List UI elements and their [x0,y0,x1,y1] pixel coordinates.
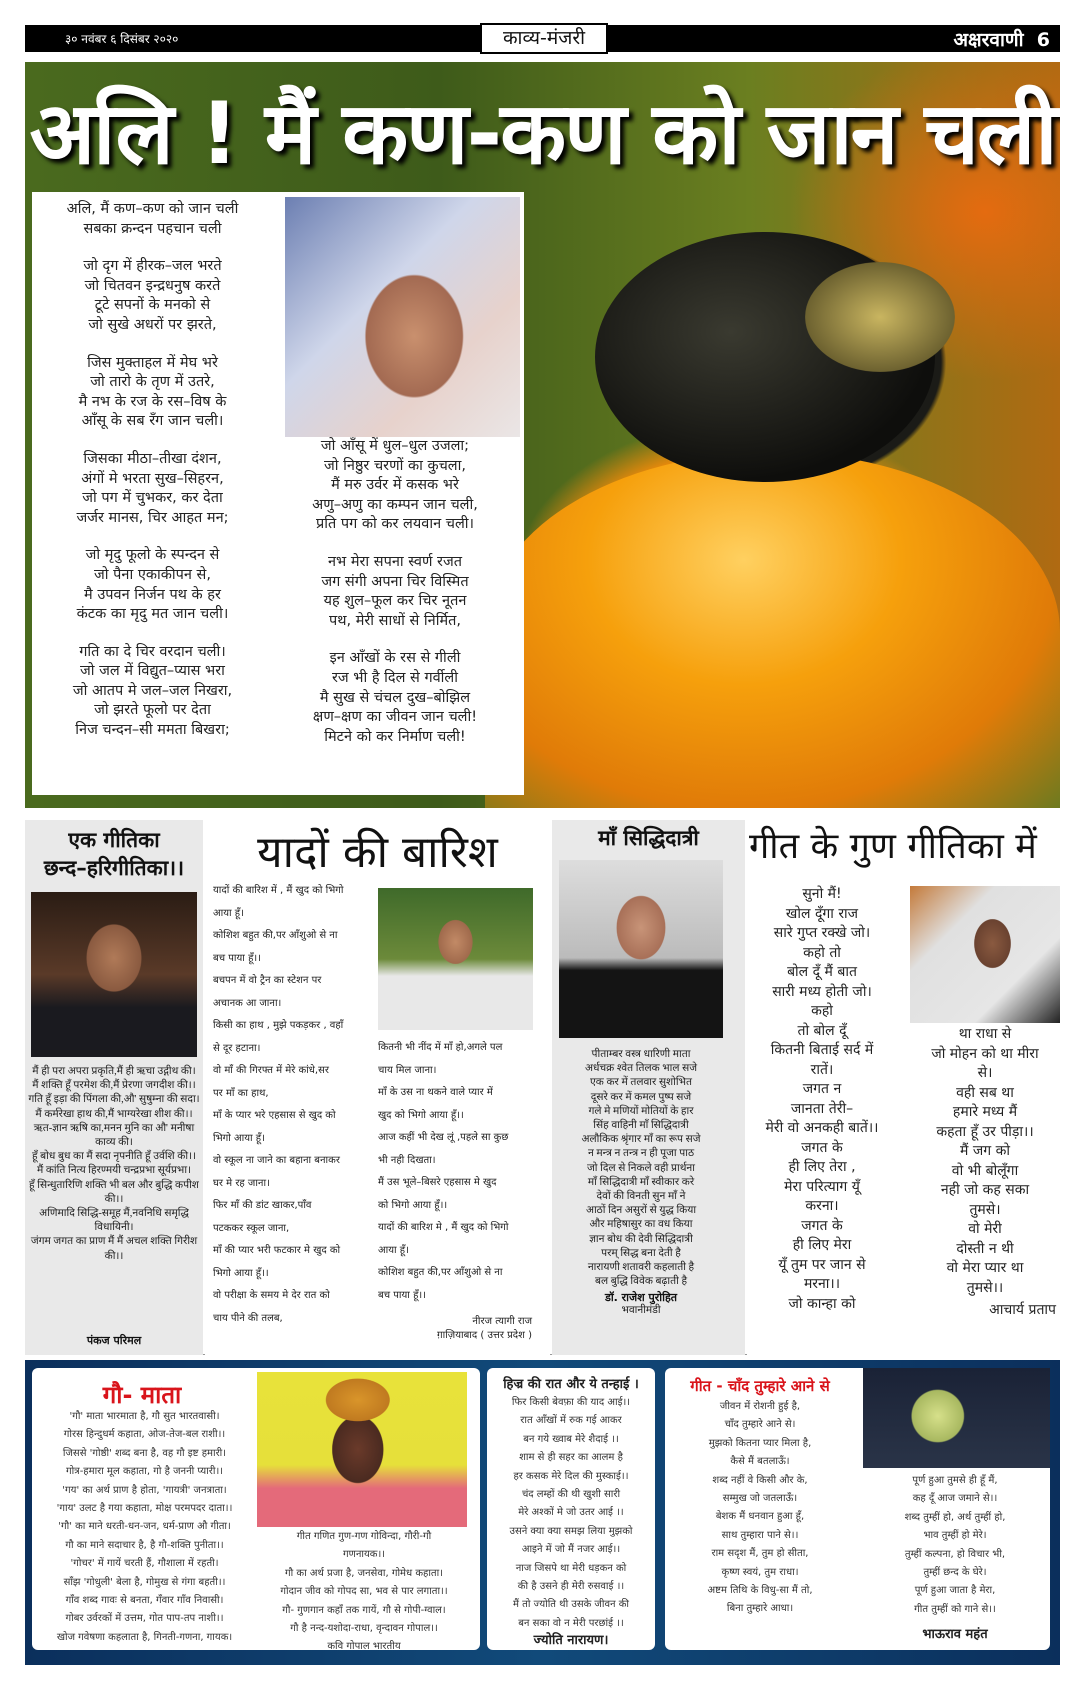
gitika-title: एक गीतिका [68,828,160,852]
poem-line: 'गौ' का माने धरती-धन-जन, धर्म-प्राण औ गीता। [58,1521,231,1533]
poet-photo [559,860,723,1038]
moon-image [863,1368,1050,1468]
poem-line: पूर्ण हुआ जाता है मेरा, [914,1585,996,1597]
poem-line: गीत गणित गुण-गण गोविन्दा, गौरी-गौ [296,1531,432,1542]
poem-line: जो पग में चुभकर, कर देता [82,490,223,507]
poem-line: ज्ञान बोध की देवी सिद्धिदात्री [589,1233,693,1245]
poem-line: पर माँ का हाथ, [213,1087,269,1099]
poem-line: ही लिए मेरा [792,1237,852,1253]
poem-line: जगत के [801,1139,843,1156]
poem-line: जगत के [801,1217,843,1234]
poem-line: चाँद तुम्हारे आने से। [724,1419,796,1431]
poem-line: मिटने को कर निर्माण चली! [324,728,466,745]
poem-line: कहो तो [803,944,841,961]
poem-line: वो मेरी [968,1221,1002,1237]
poem-line: जो जल में विद्युत–प्यास भरा [80,663,225,680]
poem-line: अणिमादि सिद्धि-समूह मैं,नवनिधि समृद्धि विधायिनी। [39,1208,189,1234]
poem-line: गौ का माने सदाचार है, है गौ-शक्ति पुनीता।। [65,1539,224,1551]
poem-line: मैं तो ज्योति थी उसके जीवन की [512,1599,630,1611]
poem-box [32,192,524,795]
poem-line: गति हूँ इड़ा की पिंगला की,औ' सुषुम्ना की सदा। [28,1094,200,1106]
poem-line: मैं उस भूले–बिसरे एहसास मे खुद [378,1177,497,1188]
poem-line: यूँ तुम पर जान से [778,1256,866,1273]
hijr-poem [487,1394,655,1633]
poem-line: जिस मुक्ताहल में मेघ भरे [87,354,218,371]
poem-line: पथ, मेरी साधों से निर्मित, [328,612,462,629]
poem-line: गौ है नन्द-यशोदा-राधा, वृन्दावन गोपाल।। [290,1623,438,1635]
poem-line: बल बुद्धि विवेक बढ़ाती है [594,1276,688,1288]
poem-line: जो आँसू में धुल–धुल उजला; [320,438,470,454]
poem-line: सम्मुख जो जतलाऊँ। [722,1493,798,1505]
hijr-author: ज्योति नारायण। [533,1633,609,1648]
poem-line: मैं मरु उर्वर में कसक भरे [331,477,459,494]
poem-right-column [270,437,520,765]
poem-line: पीताम्बर वस्त्र धारिणी माता [591,1049,691,1060]
poem-line: बचपन में वो ट्रैन का स्टेशन पर [213,975,322,986]
chaand-right [860,1472,1050,1619]
poet-photo [378,888,533,1030]
hijr-title: हिज्र की रात और ये तन्हाई । [503,1377,639,1392]
poem-line: न मन्त्र न तन्त्र न ही पूजा पाठ [587,1148,695,1160]
poem-line: जिसका मीठा–तीखा दंशन, [83,450,222,467]
poem-line: हूँ सिन्धुतारिणि शक्ति भी बल और बुद्धि कपीश की।। [29,1179,199,1205]
stanza [40,354,265,432]
poem-line: चंद लम्हों की थी खुशी सारी [521,1489,621,1501]
hero-article [25,62,1060,808]
poet-photo [285,197,520,437]
yaadein-column [205,820,550,1355]
poem-line: चाय पीने की तलब, [213,1312,283,1324]
poem-line: गोदान जीव को गोपद सा, भव से पार लगाता।। [280,1586,448,1598]
poem-line: नारायणी शतावरी कहलाती है [587,1262,695,1274]
poem-line: बन गये ख्वाब मेरे शैदाई ।। [523,1433,619,1445]
poem-line: पूर्ण हुआ तुमसे ही हूँ मैं, [912,1475,998,1486]
poem-line: निज चन्दन–सी ममता बिखरा; [75,722,230,739]
poem-line: जगत न [802,1081,842,1097]
poem-line: फिर किसी बेवफ़ा की याद आई।। [511,1397,631,1408]
gau-mata-left [37,1408,252,1647]
poem-line: की है उसने ही मेरी रुसवाई ।। [517,1581,625,1593]
poem-line: बच पाया हूँ।। [213,952,261,964]
poem-line: मेरे अश्कों मे जो उतर आई ।। [518,1507,624,1519]
poem-line: रज भी है दिल से गर्वीली [331,669,459,686]
poem-line: जो मोहन को था मीरा [931,1045,1039,1062]
poem-line: माँ के उस ना थकने वाले प्यार में [378,1087,493,1098]
poem-line: साँझ 'गोधुली' बेला है, गोमुख से गंगा बहती।। [63,1576,226,1588]
stanza [40,450,265,528]
poem-line: से दूर हटाना। [213,1042,261,1054]
author-name: नीरज त्यागी राज [472,1316,532,1327]
poem-line: सबका क्रन्दन पहचान चली [83,220,222,237]
poem-line: देवों की विनती सुन माँ ने [596,1191,686,1203]
poem-line: वो स्कूल ना जाने का बहाना बनाकर [213,1155,340,1166]
poem-line: कोशिश बहुत की,पर आँशुओ से ना [378,1267,503,1278]
poem-line: गोत्र-हमारा मूल कहाता, गो है जननी प्यारी।। [65,1466,224,1478]
poem-line: घर मे रह जाना। [213,1177,270,1189]
gau-mata-right [254,1528,474,1638]
poem-line: बिना तुम्हारे आधा। [726,1603,794,1615]
poem-line: माँ सिद्धिदात्री माँ स्वीकार करे [587,1176,695,1188]
poem-line: जानता तेरी– [790,1100,854,1117]
poem-line: राम सदृश मैं, तुम हो सीता, [711,1548,809,1560]
poem-line: गोरस हिन्दुधर्म कहाता, ओज-तेज-बल राशी।। [63,1429,226,1441]
poem-line: पटककर स्कूल जाना, [213,1222,290,1234]
brand-and-page [953,26,1050,52]
poem-line: कैसे मैं बतलाऊँ। [730,1456,790,1468]
poem-line: जंगम जगत का प्राण मैं मैं अचल शक्ति गिरीश की।। [30,1236,198,1262]
poem-line: बोल दूँ मैं बात [787,964,857,980]
poem-line: और महिषासुर का वध किया [589,1219,693,1231]
poem-line: तुम्हीं कल्पना, हो विचार भी, [904,1548,1006,1560]
poem-line: वो परीक्षा के समय मे देर रात को [213,1290,330,1301]
poem-line: भिगो आया हूँ। [213,1132,265,1144]
poem-line: रातें। [810,1061,834,1078]
poem-line: तुमसे।। [966,1279,1004,1296]
poem-line: खोज गवेषणा कहलाता है, गिनती-गणना, गायक। [56,1631,233,1643]
poem-line: तुमसे। [969,1201,1001,1218]
geet-gun-left [747,885,897,1314]
poem-line: हमारे मध्य मैं [952,1104,1018,1120]
poet-photo [910,886,1060,1023]
poem-line: माँ के प्यार भरे एहसास से खुद को [213,1110,336,1121]
poem-line: शब्द नहीं वे किसी और के, [712,1474,808,1486]
gitika-subtitle: छन्द–हरिगीतिका।। [43,856,185,880]
poem-line: कृष्ण स्वयं, तुम राधा। [721,1566,799,1578]
poem-line: जो आतप मे जल–जल निखरा, [72,682,233,699]
poem-line: खुद को भिगो आया हूँ।। [378,1109,464,1121]
poem-line: गणनायक।। [342,1549,386,1561]
poem-line: मै उपवन निर्जन पथ के हर [84,586,221,603]
poem-line: नाज जिसपे था मेरी धड़कन को [515,1562,627,1574]
poem-line: हूँ बोध बुध का मैं सदा नृपनीति हूँ उर्वशि की।। [31,1151,197,1163]
chaand-panel [665,1368,1050,1650]
poem-line: गौ- गुणगान कहाँ तक गायें, गौ से गोपी-ग्वाल। [282,1604,446,1616]
poem-line: तुम्हीं छन्द के घेरे। [923,1567,987,1579]
yaadein-left [213,880,344,1330]
poem-line: वो माँ की गिरफ्त में मेरे कांधे,सर [213,1065,329,1076]
brand-name: अक्षरवाणी [953,29,1024,51]
geet-gun-title: गीत के गुण गीतिका में [749,826,1037,867]
poem-line: प्रति पग को कर लयवान चली। [315,516,475,533]
gitika-column [25,820,203,1355]
stanza [270,649,520,747]
poem-line: आज कहीं भी देख लूं ,पहले सा कुछ [378,1132,509,1143]
poem-line: अणु–अणु का कम्पन जान चली, [312,496,478,513]
stanza [40,200,265,239]
poem-line: मेरा परित्याग यूँ [784,1178,860,1195]
poem-line: को भिगो आया हूँ।। [378,1199,448,1211]
yaadein-right [378,1037,509,1307]
poem-line: जो दिल से निकले वही प्रार्थना [587,1162,695,1174]
hijr-panel [487,1368,655,1650]
section-name: काव्य-मंजरी [480,23,608,54]
poem-line: इन आँखों के रस से गीली [329,650,461,667]
poem-line: 'गौ' माता भारमाता है, गौ सुत भारतवासी। [69,1411,220,1422]
geet-gun-right [910,1025,1060,1298]
poem-line: आठों दिन असुरों से युद्ध किया [585,1205,697,1217]
poem-line: मैं जग को [960,1143,1010,1159]
poem-line: आया हूँ। [378,1244,409,1256]
poem-line: गौ का अर्थ प्रजा है, जनसेवा, गोमेध कहाता। [284,1567,444,1579]
poem-line: मुझको कितना प्यार मिला है, [708,1437,812,1449]
gau-mata-title: गौ- माता [102,1381,182,1409]
issue-date: ३० नवंबर ६ दिसंबर २०२० [65,32,179,46]
poem-line: करना। [805,1198,839,1214]
stanza [270,553,520,631]
poem-line: तो बोल दूँ [797,1022,847,1039]
poem-line: ऋत-ज्ञान ऋषि का,मनन मुनि का औ' मनीषा काव्य की। [33,1122,195,1149]
poem-line: यह शुल–फूल कर चिर नूतन [323,593,467,610]
poem-line: जिससे 'गोष्ठी' शब्द बना है, वह गौ इष्ट हमारी। [62,1447,227,1459]
siddhidatri-author: डॉ. राजेश पुरोहित [604,1291,678,1304]
geet-gun-column [747,820,1060,1355]
poem-line: जो कान्हा को [788,1295,856,1312]
poem-line: सारे गुप्त रक्खे जो। [773,925,871,941]
poem-line: गाँव शब्द गावः से बनता, गँवार गाँव निवासी। [65,1595,224,1607]
poem-line: वो भी बोलूँगा [951,1162,1019,1179]
poem-line: गीत तुम्हीं को गाने से।। [914,1603,996,1615]
poem-line: भी नही दिखता। [378,1154,436,1166]
poem-line: कंटक का मृदु मत जान चली। [76,606,229,623]
poem-line: यादों की बारिश में , मैं खुद को भिगो [213,885,344,896]
poem-line: मैं ही परा अपरा प्रकृति,मैं ही ऋचा उद्गीथ की। [32,1066,196,1077]
poem-line: अष्टम तिथि के विधु-सा मैं तो, [707,1585,813,1597]
poem-line: 'गाय' उलट है गया कहाता, मोक्ष परमपदर दाता।। [56,1503,233,1515]
poem-line: जग संगी अपना चिर विस्मित [321,573,469,590]
poem-line: कहो [811,1003,833,1019]
poem-line: कितनी बिताई सर्द में [770,1042,874,1058]
poem-line: जो चितवन इन्द्रधनुष करते [84,277,221,294]
stanza [40,643,265,741]
poem-line: दोस्ती न थी [956,1240,1014,1257]
page-number: 6 [1036,29,1050,51]
gau-mata-author: कवि गोपाल भारतीय [327,1641,401,1652]
poem-line: शब्द तुम्हीं हो, अर्थ तुम्हीं हो, [904,1511,1006,1523]
poem-line: जो निष्ठुर चरणों का कुचला, [323,457,467,474]
bottom-section [25,1360,1060,1665]
chaand-left [665,1398,855,1619]
marigold-flower-image [485,452,1060,808]
poem-line: मैं कांति नित्य हिरण्मयी चन्द्रप्रभा सूर्यप्रभा। [36,1165,192,1177]
geet-gun-author: आचार्य प्रताप [989,1302,1056,1318]
poem-line: माँ की प्यार भरी फटकार मे खुद को [213,1245,341,1256]
poem-line: अलि, मैं कण–कण को जान चली [66,201,239,217]
poem-line: मरना।। [803,1276,841,1292]
poem-line: भिगो आया हूँ।। [213,1267,269,1279]
siddhidatri-column [552,820,745,1355]
poet-photo [31,892,197,1057]
poem-line: हर कसक मेरे दिल की मुस्काई।। [513,1470,629,1482]
siddhidatri-poem [555,1048,727,1289]
gitika-poem [28,1065,200,1264]
poem-line: क्षण–क्षण का जीवन जान चली! [312,709,478,726]
poem-line: जर्जर मानस, चिर आहत मन; [76,509,229,526]
poem-line: गति का दे चिर वरदान चली। [79,643,226,660]
poem-line: फिर माँ की डांट खाकर,पाँव [213,1200,312,1211]
page-header-bar [25,25,1060,52]
poem-line: भाव तुम्हीं हो मेरे। [923,1530,987,1542]
poem-line: दूसरे कर में कमल पुष्प सजे [590,1091,692,1103]
bumblebee-thorax [805,262,955,372]
poem-line: था राधा से [958,1026,1012,1042]
poem-line: अचानक आ जाना। [213,997,282,1009]
middle-section [25,820,1060,1355]
poem-line: वो मेरा प्यार था [946,1260,1024,1276]
poem-line: आँसू के सब रँग जान चली। [81,413,224,430]
poem-line: कहता हूँ उर पीड़ा।। [936,1123,1034,1140]
poem-line: 'गय' का अर्थ प्राण है होता, 'गायत्री' जनत्राता। [62,1484,227,1496]
stanza [40,257,265,335]
poem-line: मै सुख से चंचल दुख–बोझिल [319,689,471,706]
poem-line: सिंह वाहिनी माँ सिद्धिदात्री [593,1120,689,1132]
poem-line: वही सब था [956,1084,1014,1101]
siddhidatri-place: भवानीमंडी [621,1305,661,1316]
poem-line: आया हूँ। [213,907,244,919]
poem-line: जो दृग में हीरक–जल भरते [83,258,222,275]
poem-line: नभ मेरा सपना स्वर्ण रजत [327,553,462,570]
poem-line: मै नभ के रज के रस–विष के [78,393,227,410]
poem-line: एक कर में तलवार सुशोभित [589,1077,692,1089]
poem-line: अर्धचक्र श्वेत तिलक भाल सजे [585,1063,697,1075]
siddhidatri-title: माँ सिद्धिदात्री [598,826,699,850]
poem-line: चाय मिल जाना। [378,1064,437,1076]
poem-line: गले मे मणियों मोतियों के हार [588,1105,694,1117]
poem-line: से। [977,1065,993,1081]
poem-line: अलौकिक श्रृंगार माँ का रूप सजे [581,1134,701,1146]
poem-line: मैं कर्मरेखा हाथ की,मैं भाग्यरेखा शीश की।। [35,1108,193,1120]
poem-line: सुनो मैं! [802,886,842,902]
poem-line: शाम से ही सहर का आलम है [519,1452,623,1464]
poem-line: बेशक मैं धनवान हुआ हूँ, [715,1511,805,1523]
poem-line: नही जो कह सका [940,1182,1030,1198]
poem-line: कितनी भी नींद में माँ हो,अगले पल [378,1042,503,1053]
poem-line: जो मृदु फूलो के स्पन्दन से [85,547,220,564]
poem-line: जो पैना एकाकीपन से, [94,566,211,583]
poem-line: मैं शक्ति हूँ परमेश की,मैं प्रेरणा जगदीश की।। [32,1080,196,1092]
poem-line: उसने क्या क्या समझ लिया मुझको [509,1525,633,1537]
poem-line: रात आँखों में रुक गई आकर [520,1415,622,1427]
poem-line: आइने में जो मैं नजर आई।। [521,1544,621,1556]
poem-line: अंगों मे भरता सुख–सिहरन, [81,470,224,487]
stanza [270,437,520,535]
poem-line: जीवन में रोशनी हुई है, [719,1401,801,1412]
headline: अलि ! मैं कण-कण को जान चली [29,84,1056,184]
poem-line: किसी का हाथ , मुझे पकड़कर , वहाँ [213,1020,344,1031]
poem-line: मेरी वो अनकही बातें।। [765,1120,879,1136]
author-place: ग़ाज़ियाबाद ( उत्तर प्रदेश ) [436,1330,532,1341]
gitika-author: पंकज परिमल [86,1334,142,1347]
poem-line: खोल दूँगा राज [785,905,859,922]
stanza [40,546,265,624]
poem-line: जो तारो के तृण में उतरे, [90,374,215,391]
poem-line: टूटे सपनों के मनको से [94,297,211,314]
poem-line: कोशिश बहुत की,पर आँशुओ से ना [213,930,338,941]
poet-photo [257,1372,467,1527]
yaadein-title: यादों की बारिश [257,827,498,878]
poem-line: गोबर उर्वरकों में उत्तम, गोत पाप-तप नाशी।। [65,1613,224,1625]
poem-line: कह दूँ आज जमाने से।। [912,1493,998,1505]
poem-line: सारी मध्य होती जो। [772,983,872,1000]
poem-line: परम् सिद्ध बना देती है [601,1247,681,1259]
poem-line: ही लिए तेरा , [788,1159,856,1175]
yaadein-author [437,1313,532,1341]
poem-line: 'गोचर' में गायें चरती हैं, गौशाला में रहती। [70,1558,219,1570]
poem-line: बच पाया हूँ।। [378,1289,426,1301]
gau-mata-panel [32,1368,480,1650]
poem-line: बन सका वो न मेरी परछांई ।। [518,1617,624,1629]
poem-line: यादों की बारिश मे , मैं खुद को भिगो [378,1222,509,1233]
chaand-title: गीत - चाँद तुम्हारे आने से [690,1377,830,1395]
poem-line: जो सुखे अधरों पर झरते, [88,316,217,333]
chaand-author: भाऊराव महंत [922,1627,988,1642]
poem-line: साथ तुम्हारा पाने से।। [721,1529,799,1541]
poem-line: जो झरते फूलो पर देता [94,702,211,719]
poem-left-column [40,200,265,759]
